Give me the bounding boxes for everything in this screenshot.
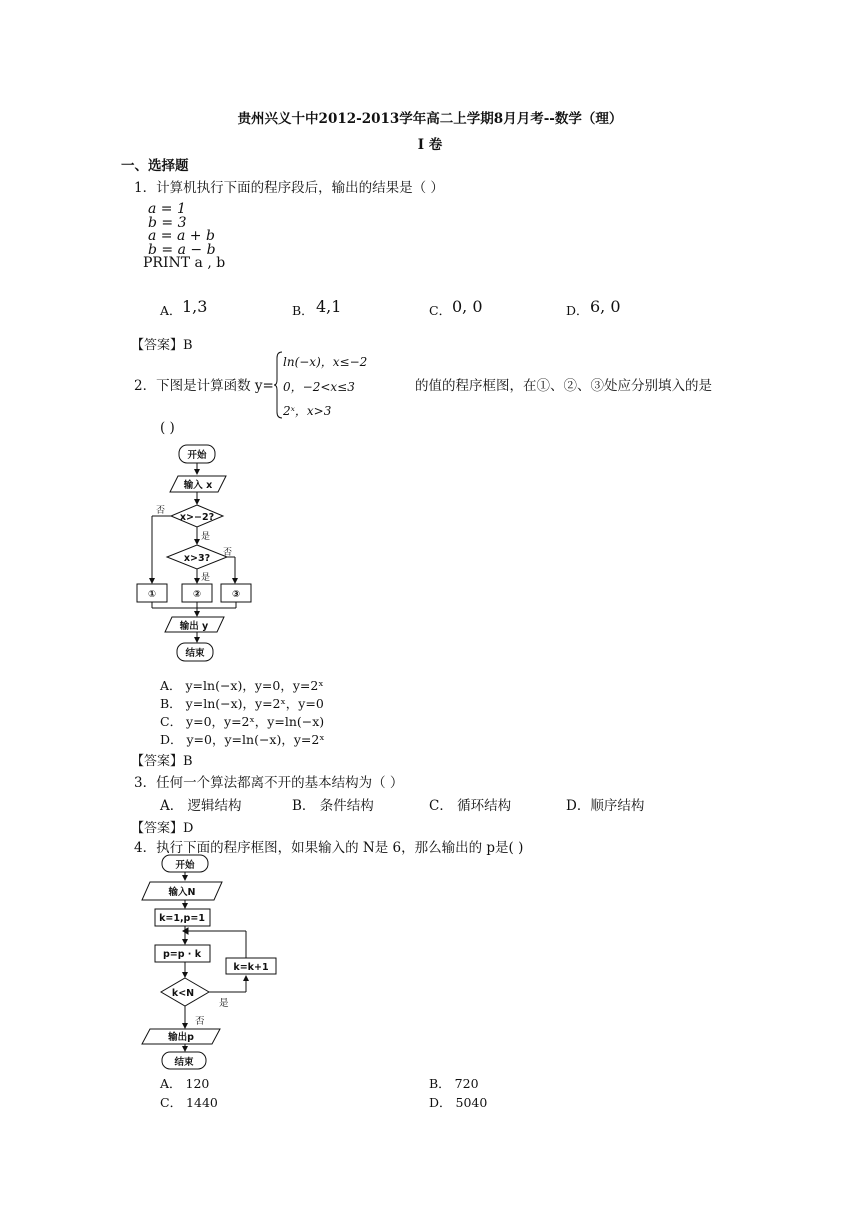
flow4-cond: k<N [171, 988, 195, 999]
flow4-init: k=1,p=1 [159, 913, 205, 924]
q2-option-b: B． y=ln(−x)，y=2ˣ，y=0 [160, 696, 324, 711]
flow4-start: 开始 [175, 860, 195, 871]
q4-stem: 4．执行下面的程序框图，如果输入的 N是 6，那么输出的 p是( ) [134, 840, 524, 856]
q1-code-line: PRINT a , b [143, 255, 226, 271]
flow4-inc: k=k+1 [233, 962, 269, 973]
flow-input: 输入 x [183, 480, 213, 491]
q1-option-b-value: 4,1 [316, 297, 342, 316]
q4-flowchart [140, 852, 290, 1072]
flow-start: 开始 [187, 450, 207, 461]
flow4-input: 输入N [168, 887, 196, 898]
q2-piece-1: ln(−x)，x≤−2 [283, 355, 368, 369]
q3-stem: 3．任何一个算法都离不开的基本结构为（ ） [134, 775, 404, 791]
flow4-no: 否 [195, 1016, 205, 1027]
q1-option-d-label: D． [566, 303, 589, 318]
q1-option-a-value: 1,3 [182, 297, 208, 316]
q1-code-line: b = 3 [148, 214, 187, 231]
q2-option-d: D． y=0，y=ln(−x)，y=2ˣ [160, 732, 325, 747]
q3-option-a: A． 逻辑结构 [160, 798, 242, 814]
flow4-yes: 是 [219, 998, 229, 1009]
flow-box1: ① [147, 589, 157, 600]
q2-paren: ( ) [160, 420, 175, 436]
page-title: 贵州兴义十中2012-2013学年高二上学期8月月考--数学（理） [237, 111, 623, 127]
q1-answer: 【答案】B [131, 338, 193, 353]
flow-cond2: x>3? [183, 553, 211, 564]
page-subtitle: I 卷 [417, 137, 443, 153]
q1-code-line: b = a − b [148, 241, 216, 258]
q1-stem: 1．计算机执行下面的程序段后，输出的结果是（ ） [134, 180, 444, 196]
flow-cond1: x>−2? [179, 512, 215, 523]
q1-option-c-label: C． [429, 303, 452, 318]
q4-option-a: A． 120 [160, 1076, 210, 1091]
q3-answer: 【答案】D [131, 821, 194, 836]
q3-option-b: B． 条件结构 [292, 798, 374, 814]
q1-option-d-value: 6, 0 [590, 297, 621, 316]
q2-stem-prefix: 2．下图是计算函数 y= [134, 378, 274, 394]
q2-option-c: C． y=0，y=2ˣ，y=ln(−x) [160, 714, 325, 729]
q4-option-b: B． 720 [429, 1076, 479, 1091]
flow-yes1: 是 [201, 532, 211, 542]
flow-box3: ③ [231, 589, 241, 600]
flow4-output: 输出p [168, 1032, 194, 1043]
q1-code [143, 201, 226, 271]
q2-flowchart [130, 440, 260, 670]
flow-no1: 否 [156, 506, 166, 516]
q2-answer: 【答案】B [131, 754, 193, 769]
q1-option-c-value: 0, 0 [452, 297, 483, 316]
flow4-calc: p=p · k [162, 949, 202, 960]
flow-yes2: 是 [201, 573, 211, 583]
q2-option-a: A． y=ln(−x)，y=0，y=2ˣ [160, 678, 324, 693]
flow-box2: ② [192, 589, 202, 600]
flow4-end: 结束 [174, 1057, 194, 1068]
q1-code-line: a = 1 [148, 201, 186, 217]
q1-option-b-label: B． [292, 303, 314, 318]
flow-end: 结束 [185, 648, 205, 659]
q3-option-d: D．顺序结构 [566, 798, 645, 814]
flow-no2: 否 [223, 548, 233, 558]
q1-option-a-label: A． [160, 303, 182, 318]
q2-stem-suffix: 的值的程序框图，在①、②、③处应分别填入的是 [415, 378, 712, 394]
q1-code-line: a = a + b [148, 228, 215, 244]
q2-piece-2: 0，−2<x≤3 [283, 380, 355, 394]
q4-option-c: C． 1440 [160, 1095, 218, 1110]
q2-piece-3: 2ˣ，x>3 [283, 404, 332, 418]
q4-option-d: D． 5040 [429, 1095, 488, 1110]
section-heading: 一、选择题 [121, 158, 189, 174]
flow-output: 输出 y [179, 621, 209, 632]
q3-option-c: C． 循环结构 [429, 798, 512, 814]
